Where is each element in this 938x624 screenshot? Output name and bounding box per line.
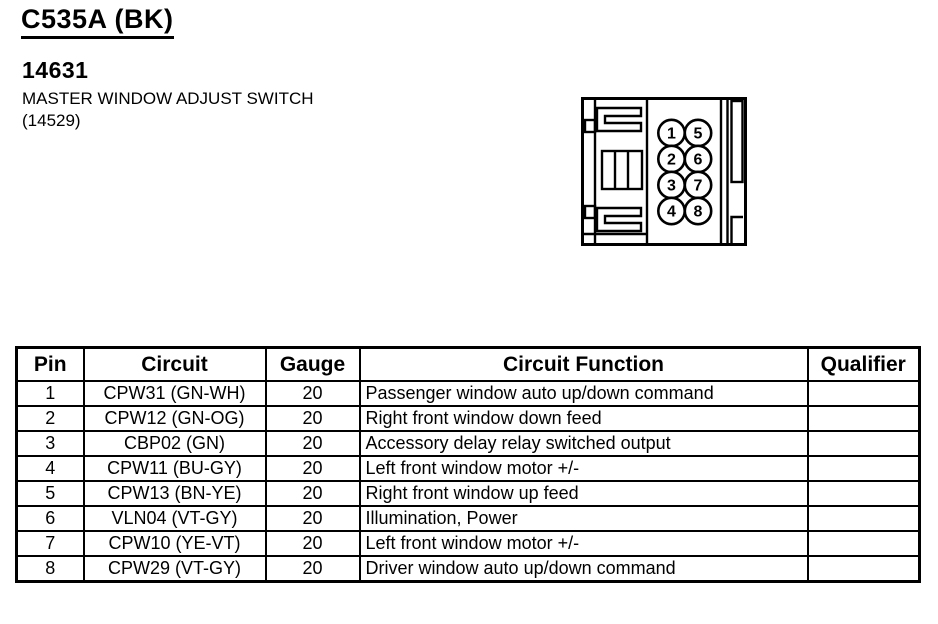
gauge-cell: 20 (266, 406, 360, 431)
pin-cell: 5 (17, 481, 84, 506)
part-number: 14631 (22, 57, 89, 83)
connector-pin-grid (579, 96, 749, 248)
qualifier-cell (808, 556, 920, 582)
circuit-function-cell: Illumination, Power (360, 506, 808, 531)
pin-2-number: 2 (667, 151, 676, 169)
connector-id-title: C535A (BK) (21, 4, 174, 39)
pin-3-number: 3 (667, 177, 676, 195)
table-row (17, 456, 920, 481)
gauge-cell: 20 (266, 531, 360, 556)
pin-cell: 2 (17, 406, 84, 431)
column-header-qualifier: Qualifier (808, 348, 920, 382)
circuit-cell: CPW29 (VT-GY) (84, 556, 266, 582)
connector-face-diagram (579, 96, 749, 248)
pin-cell: 6 (17, 506, 84, 531)
qualifier-cell (808, 406, 920, 431)
circuit-cell: CPW10 (YE-VT) (84, 531, 266, 556)
part-name: MASTER WINDOW ADJUST SWITCH (22, 89, 314, 108)
gauge-cell: 20 (266, 506, 360, 531)
qualifier-cell (808, 431, 920, 456)
qualifier-cell (808, 481, 920, 506)
circuit-cell: CPW12 (GN-OG) (84, 406, 266, 431)
pin-5-number: 5 (693, 125, 703, 143)
circuit-function-cell: Right front window up feed (360, 481, 808, 506)
qualifier-cell (808, 506, 920, 531)
gauge-cell: 20 (266, 556, 360, 582)
table-row (17, 506, 920, 531)
qualifier-cell (808, 456, 920, 481)
qualifier-cell (808, 531, 920, 556)
pin-6-number: 6 (693, 151, 703, 169)
part-code: (14529) (22, 111, 81, 130)
pin-7-number: 7 (693, 177, 703, 195)
pin-cell: 4 (17, 456, 84, 481)
pin-cell: 8 (17, 556, 84, 582)
pin-cell: 7 (17, 531, 84, 556)
pin-1-number: 1 (667, 125, 676, 143)
pinout-table (15, 346, 921, 583)
column-header-gauge: Gauge (266, 348, 360, 382)
column-header-circuit: Circuit (84, 348, 266, 382)
pinout-table-header-row (17, 348, 920, 382)
pin-4-number: 4 (667, 203, 676, 221)
column-header-circuit-function: Circuit Function (360, 348, 808, 382)
circuit-function-cell: Passenger window auto up/down command (360, 381, 808, 406)
circuit-cell: CPW11 (BU-GY) (84, 456, 266, 481)
circuit-cell: CPW13 (BN-YE) (84, 481, 266, 506)
table-row (17, 406, 920, 431)
table-row (17, 556, 920, 582)
table-row (17, 381, 920, 406)
column-header-pin: Pin (17, 348, 84, 382)
circuit-function-cell: Accessory delay relay switched output (360, 431, 808, 456)
gauge-cell: 20 (266, 481, 360, 506)
gauge-cell: 20 (266, 381, 360, 406)
gauge-cell: 20 (266, 456, 360, 481)
pin-8-number: 8 (693, 203, 703, 221)
table-row (17, 481, 920, 506)
table-row (17, 531, 920, 556)
circuit-function-cell: Left front window motor +/- (360, 531, 808, 556)
table-row (17, 431, 920, 456)
pin-cell: 3 (17, 431, 84, 456)
circuit-function-cell: Left front window motor +/- (360, 456, 808, 481)
circuit-cell: CPW31 (GN-WH) (84, 381, 266, 406)
circuit-cell: CBP02 (GN) (84, 431, 266, 456)
pinout-table-body (17, 381, 920, 582)
circuit-cell: VLN04 (VT-GY) (84, 506, 266, 531)
qualifier-cell (808, 381, 920, 406)
circuit-function-cell: Right front window down feed (360, 406, 808, 431)
circuit-function-cell: Driver window auto up/down command (360, 556, 808, 582)
pin-cell: 1 (17, 381, 84, 406)
gauge-cell: 20 (266, 431, 360, 456)
